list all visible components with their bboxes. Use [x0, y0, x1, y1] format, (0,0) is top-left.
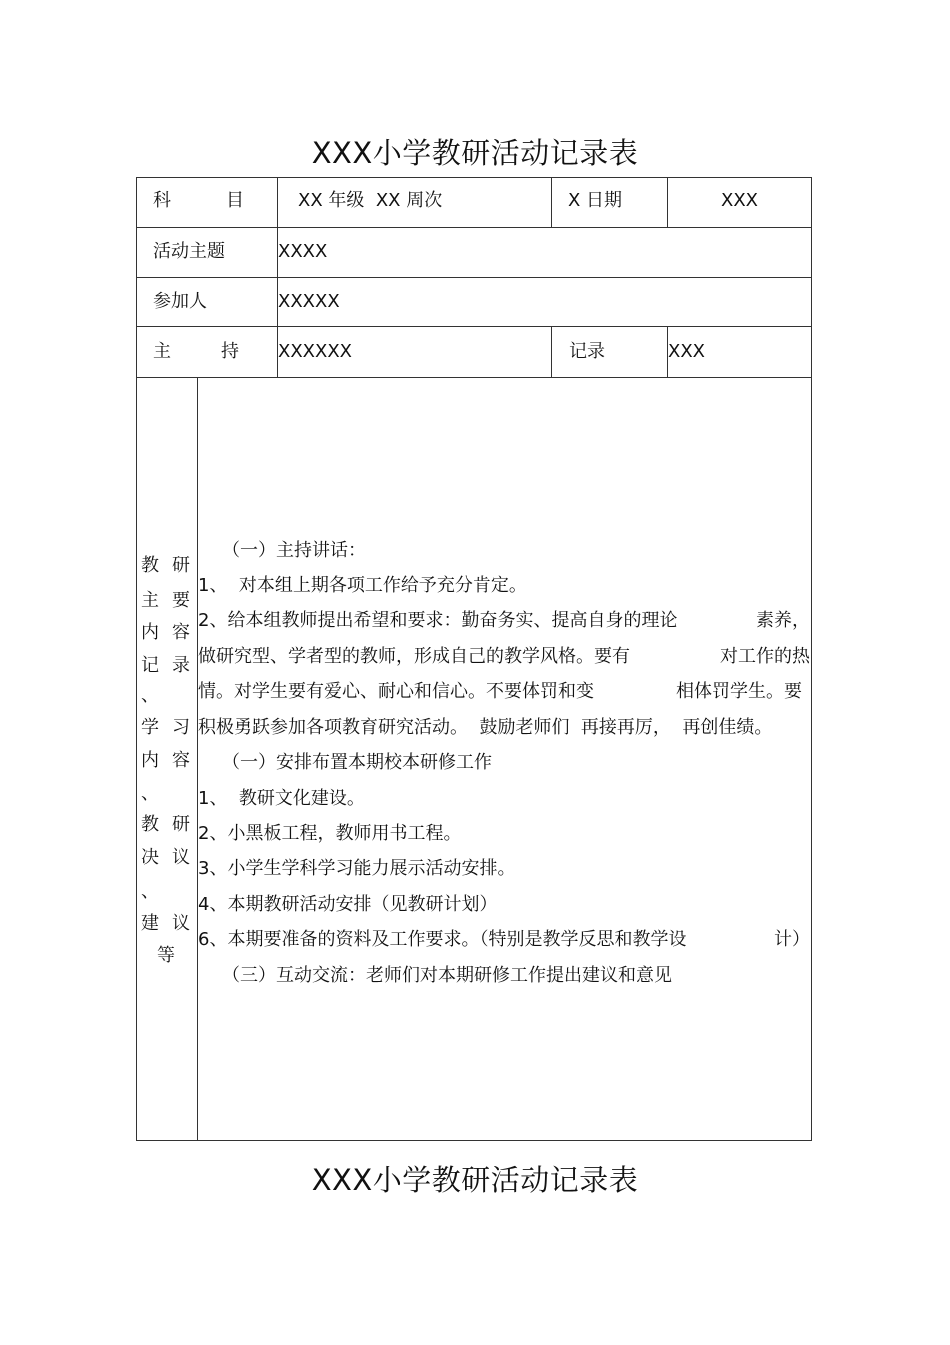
content-text: 情。对学生要有爱心、耐心和信心。不要体罚和变 [198, 681, 594, 702]
side-label-char: 容 [172, 750, 190, 771]
side-label-char: 习 [172, 717, 190, 738]
content-line [198, 857, 515, 881]
side-label-char: 、 [141, 783, 159, 804]
content-text: 2、小黑板工程，教师用书工程。 [198, 823, 462, 844]
side-label-char: 学 [141, 717, 159, 738]
content-text-tail: 素养， [756, 610, 810, 631]
side-label-char: 教 [141, 814, 159, 835]
side-label-char: 要 [172, 590, 190, 611]
side-label-char: 建 [141, 913, 159, 934]
content-text-tail: 相体罚学生。要 [676, 681, 802, 702]
date-value: XXX [721, 190, 758, 211]
content-text-tail: 对工作的热 [720, 646, 810, 667]
content-text: （一）安排布置本期校本研修工作 [222, 752, 492, 773]
host-label: 持 [221, 341, 239, 362]
content-text: （一）主持讲话： [222, 540, 366, 561]
side-label-char: 等 [157, 945, 175, 966]
side-label-char: 研 [172, 555, 190, 576]
table-rule [551, 177, 552, 228]
table-rule [136, 326, 812, 327]
subject-label: 科 [153, 190, 171, 211]
side-label-char: 、 [141, 881, 159, 902]
content-line [198, 787, 365, 811]
side-label-char: 录 [172, 655, 190, 676]
date-label: X 日期 [568, 190, 623, 211]
table-rule [136, 277, 812, 278]
side-label-char: 议 [172, 913, 190, 934]
content-text: 3、小学生学科学习能力展示活动安排。 [198, 858, 516, 879]
subject-label: 目 [226, 190, 244, 211]
host-value: XXXXXX [278, 341, 352, 362]
content-line [198, 645, 810, 669]
recorder-value: XXX [668, 341, 705, 362]
content-line [222, 964, 672, 988]
side-label-char: 教 [141, 555, 159, 576]
host-label: 主 [153, 341, 171, 362]
side-label-char: 决 [141, 847, 159, 868]
theme-value: XXXX [278, 241, 328, 262]
content-text: 1、 对本组上期各项工作给予充分肯定。 [198, 575, 527, 596]
content-text: 4、本期教研活动安排（见教研计划） [198, 894, 498, 915]
content-text: 6、本期要准备的资料及工作要求。（特别是教学反思和教学设 [198, 929, 687, 950]
side-label-char: 议 [172, 847, 190, 868]
side-label-char: 记 [141, 655, 159, 676]
grade-week-value: XX 年级 XX 周次 [298, 190, 443, 211]
content-line [198, 609, 810, 633]
recorder-label: 记录 [569, 341, 605, 362]
content-text: 1、 教研文化建设。 [198, 788, 365, 809]
side-label-char: 内 [141, 750, 159, 771]
content-text: 做研究型、学者型的教师，形成自己的教学风格。要有 [198, 646, 630, 667]
page-title: XXX小学教研活动记录表 [311, 136, 639, 170]
content-line [198, 716, 772, 740]
theme-label: 活动主题 [153, 241, 225, 262]
content-text: （三）互动交流：老师们对本期研修工作提出建议和意见 [222, 965, 672, 986]
content-text-tail: 计） [774, 929, 810, 950]
table-rule [197, 377, 198, 1141]
repeated-page-title: XXX小学教研活动记录表 [311, 1163, 639, 1197]
content-line [198, 893, 497, 917]
side-label-char: 研 [172, 814, 190, 835]
content-line [222, 539, 366, 563]
content-line [198, 928, 810, 952]
content-line [198, 574, 527, 598]
side-label-char: 容 [172, 622, 190, 643]
table-rule [551, 326, 552, 378]
table-rule [136, 377, 812, 378]
content-line [222, 751, 492, 775]
side-label-char: 、 [141, 685, 159, 706]
table-rule [136, 227, 812, 228]
content-text: 积极勇跃参加各项教育研究活动。 鼓励老师们 再接再厉， 再创佳绩。 [198, 717, 773, 738]
participants-value: XXXXX [278, 291, 340, 312]
participants-label: 参加人 [153, 291, 207, 312]
side-label-char: 主 [141, 590, 159, 611]
content-line [198, 680, 802, 704]
side-label-char: 内 [141, 622, 159, 643]
content-line [198, 822, 461, 846]
content-text: 2、给本组教师提出希望和要求：勤奋务实、提高自身的理论 [198, 610, 678, 631]
